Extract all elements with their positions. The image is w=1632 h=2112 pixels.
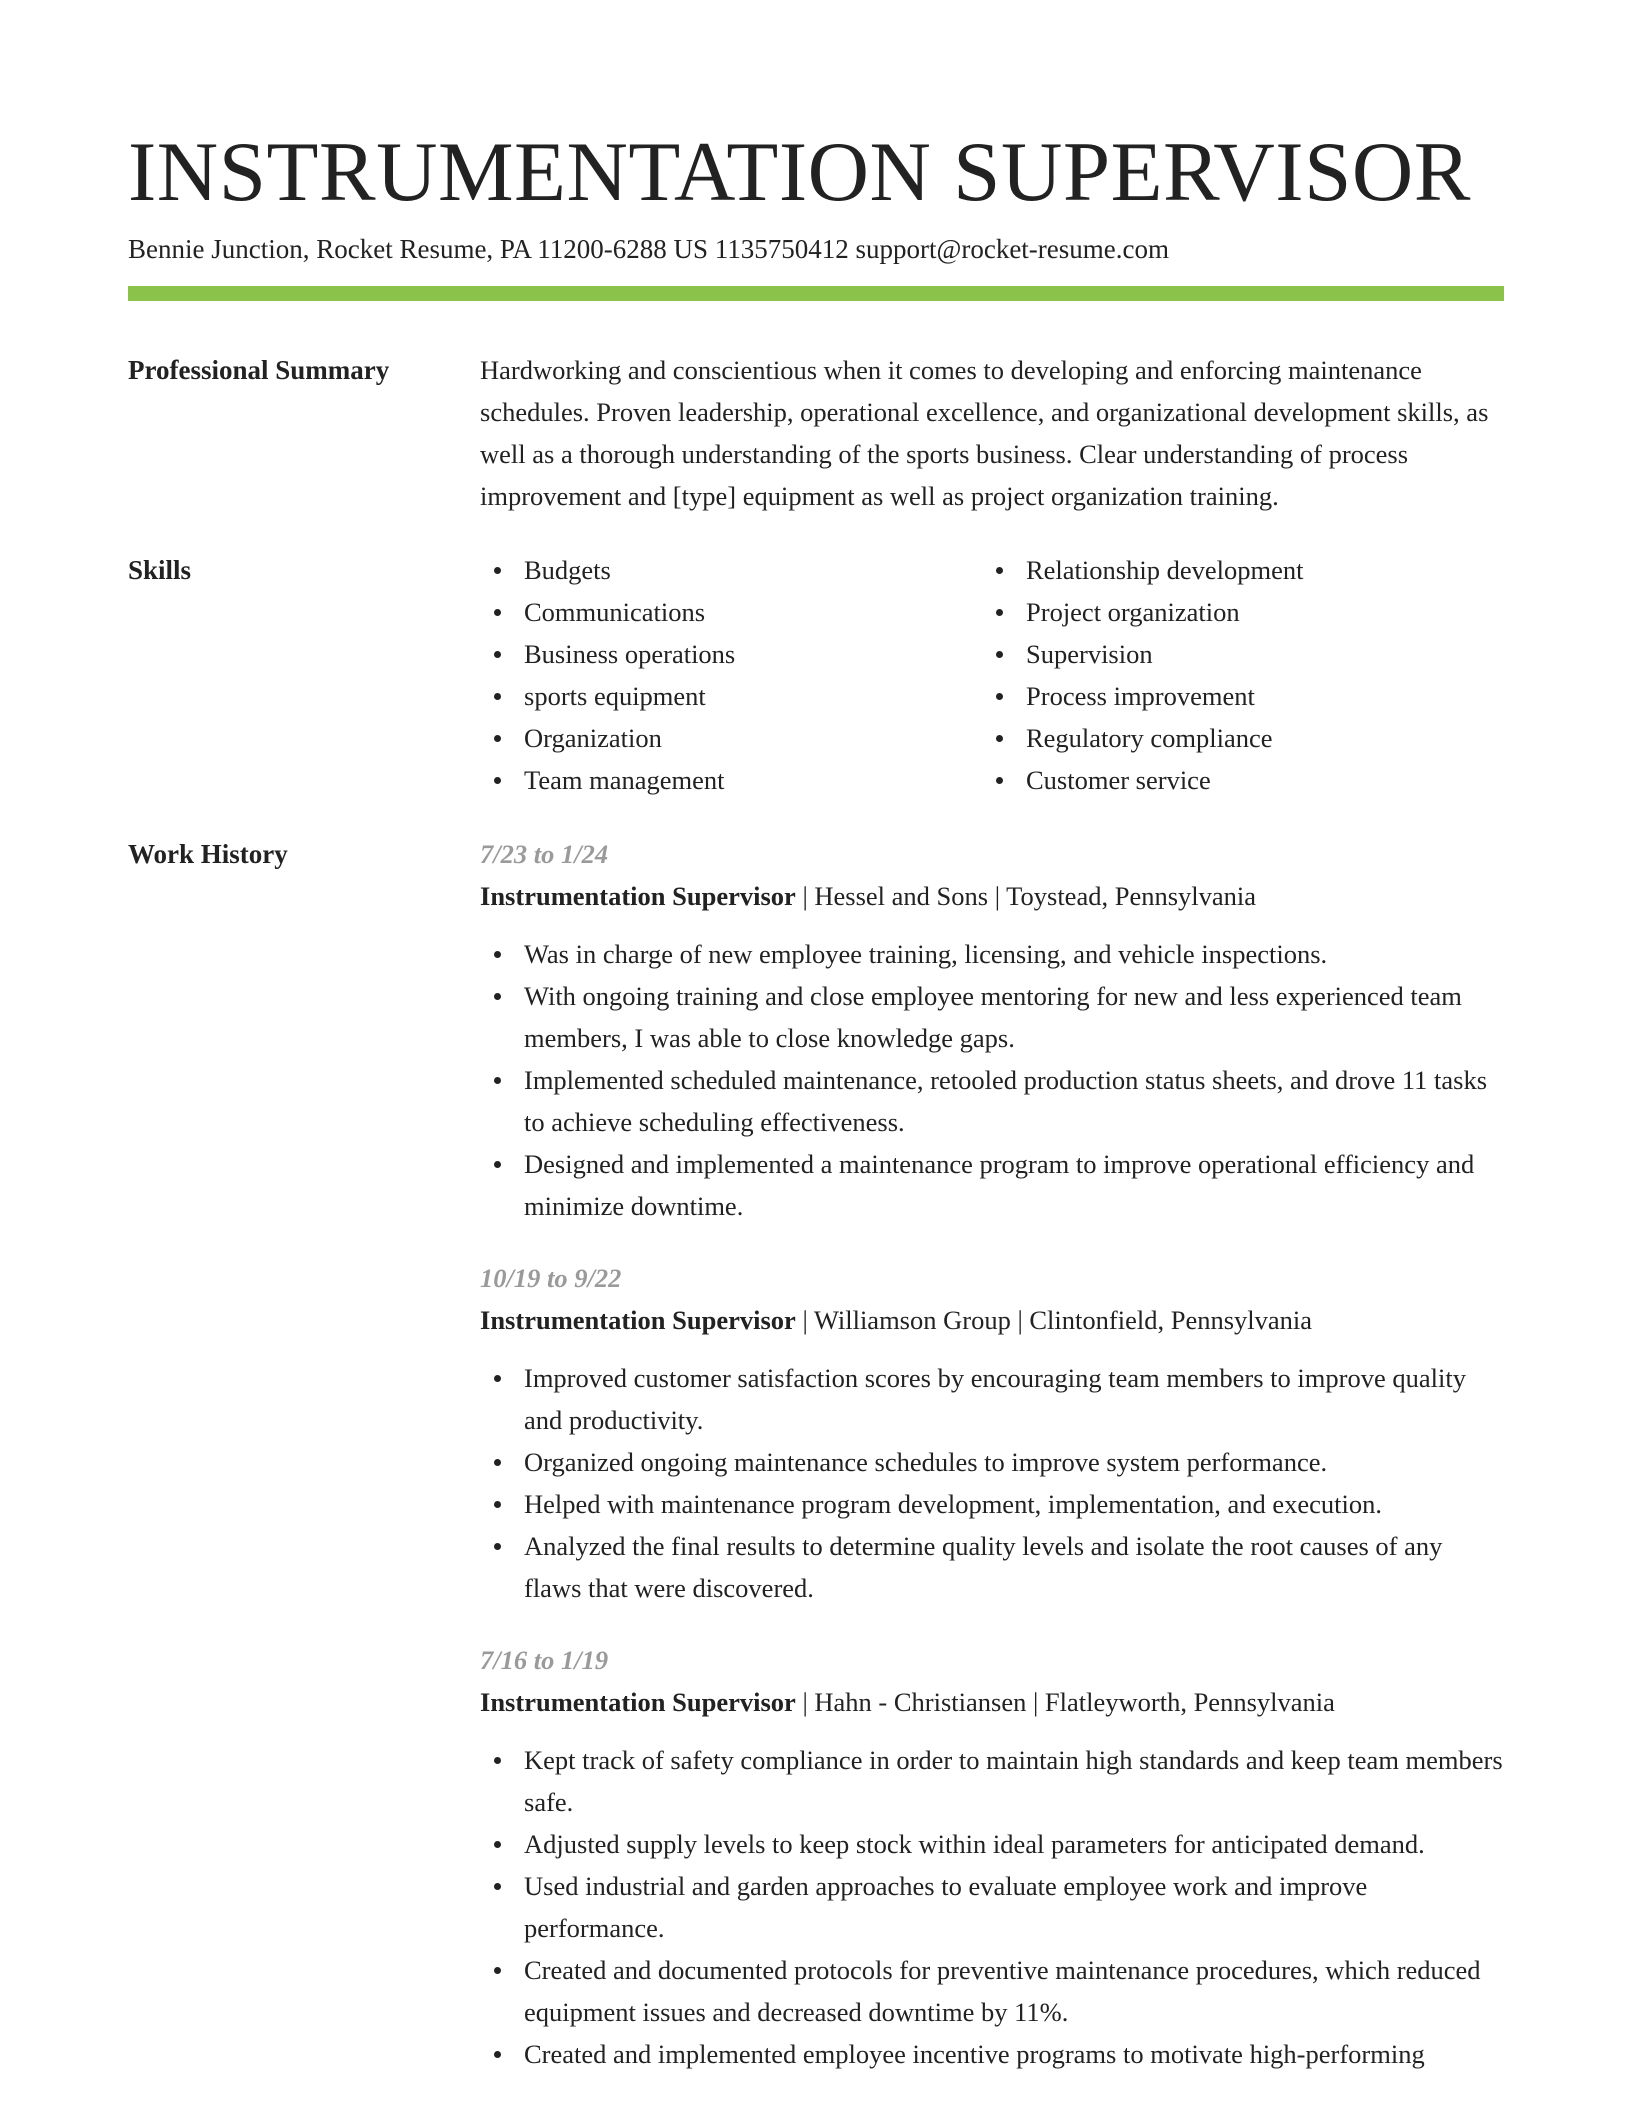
job-bullet: Adjusted supply levels to keep stock within ideal parameters for anticipated demand. bbox=[480, 1823, 1504, 1865]
candidate-name: INSTRUMENTATION SUPERVISOR bbox=[128, 125, 1471, 219]
job-entry bbox=[480, 1639, 1504, 2075]
skill-item: Project organization bbox=[1026, 591, 1504, 633]
summary-text: Hardworking and conscientious when it comes to developing and enforcing maintenance schedules. Proven leadership, operational excellence, and organizational development skills, as well as a thorough understanding of the sports business. Clear understanding of process improvement and [type] equipment as well as project organization training. bbox=[480, 355, 1489, 511]
header-divider bbox=[128, 286, 1504, 301]
skill-item: Organization bbox=[524, 717, 1002, 759]
skill-item: Communications bbox=[524, 591, 1002, 633]
job-bullet: Created and implemented employee incentive programs to motivate high-performing bbox=[480, 2033, 1504, 2075]
skill-item: Supervision bbox=[1026, 633, 1504, 675]
work-history-label: Work History bbox=[128, 839, 288, 869]
job-dates: 7/16 to 1/19 bbox=[480, 1645, 609, 1675]
skill-item: Process improvement bbox=[1026, 675, 1504, 717]
job-bullet: Implemented scheduled maintenance, retooled production status sheets, and drove 11 tasks to achieve scheduling effectiveness. bbox=[480, 1059, 1504, 1143]
job-bullet: Improved customer satisfaction scores by encouraging team members to improve quality and productivity. bbox=[480, 1357, 1504, 1441]
job-bullets bbox=[480, 933, 1504, 1227]
skill-item: sports equipment bbox=[524, 675, 1002, 717]
job-entry bbox=[480, 1257, 1504, 1609]
job-bullet: Was in charge of new employee training, licensing, and vehicle inspections. bbox=[480, 933, 1504, 975]
job-dates: 7/23 to 1/24 bbox=[480, 839, 609, 869]
skill-item: Relationship development bbox=[1026, 549, 1504, 591]
contact-info: Bennie Junction, Rocket Resume, PA 11200-6288 US 1135750412 support@rocket-resume.com bbox=[128, 234, 1170, 264]
job-entry bbox=[480, 833, 1504, 1227]
job-bullets bbox=[480, 1739, 1504, 2075]
job-bullet: Designed and implemented a maintenance program to improve operational efficiency and minimize downtime. bbox=[480, 1143, 1504, 1227]
skill-item: Team management bbox=[524, 759, 1002, 801]
summary-label: Professional Summary bbox=[128, 355, 390, 385]
skills-label: Skills bbox=[128, 555, 192, 585]
job-title-line bbox=[480, 1681, 1504, 1723]
job-details: | Hessel and Sons | Toystead, Pennsylvania bbox=[795, 881, 1257, 911]
job-bullet: Organized ongoing maintenance schedules to improve system performance. bbox=[480, 1441, 1504, 1483]
skills-list-left bbox=[480, 549, 1002, 801]
job-details: | Hahn - Christiansen | Flatleyworth, Pennsylvania bbox=[795, 1687, 1335, 1717]
skill-item: Budgets bbox=[524, 549, 1002, 591]
skill-item: Regulatory compliance bbox=[1026, 717, 1504, 759]
job-title: Instrumentation Supervisor bbox=[480, 1305, 796, 1335]
job-bullet: Kept track of safety compliance in order to maintain high standards and keep team members safe. bbox=[480, 1739, 1504, 1823]
job-bullet: Helped with maintenance program development, implementation, and execution. bbox=[480, 1483, 1504, 1525]
job-details: | Williamson Group | Clintonfield, Pennsylvania bbox=[795, 1305, 1313, 1335]
job-bullet: Created and documented protocols for preventive maintenance procedures, which reduced equipment issues and decreased downtime by 11%. bbox=[480, 1949, 1504, 2033]
job-title: Instrumentation Supervisor bbox=[480, 881, 796, 911]
job-bullet: With ongoing training and close employee mentoring for new and less experienced team members, I was able to close knowledge gaps. bbox=[480, 975, 1504, 1059]
work-history-body bbox=[480, 833, 1504, 2105]
skills-body bbox=[480, 549, 1504, 801]
job-bullets bbox=[480, 1357, 1504, 1609]
job-title-line bbox=[480, 1299, 1504, 1341]
job-title-line bbox=[480, 875, 1504, 917]
job-bullet: Analyzed the final results to determine quality levels and isolate the root causes of any flaws that were discovered. bbox=[480, 1525, 1504, 1609]
job-dates: 10/19 to 9/22 bbox=[480, 1263, 622, 1293]
skill-item: Customer service bbox=[1026, 759, 1504, 801]
skills-list-right bbox=[1002, 549, 1504, 801]
summary-body bbox=[480, 349, 1504, 517]
job-title: Instrumentation Supervisor bbox=[480, 1687, 796, 1717]
job-bullet: Used industrial and garden approaches to evaluate employee work and improve performance. bbox=[480, 1865, 1504, 1949]
skill-item: Business operations bbox=[524, 633, 1002, 675]
